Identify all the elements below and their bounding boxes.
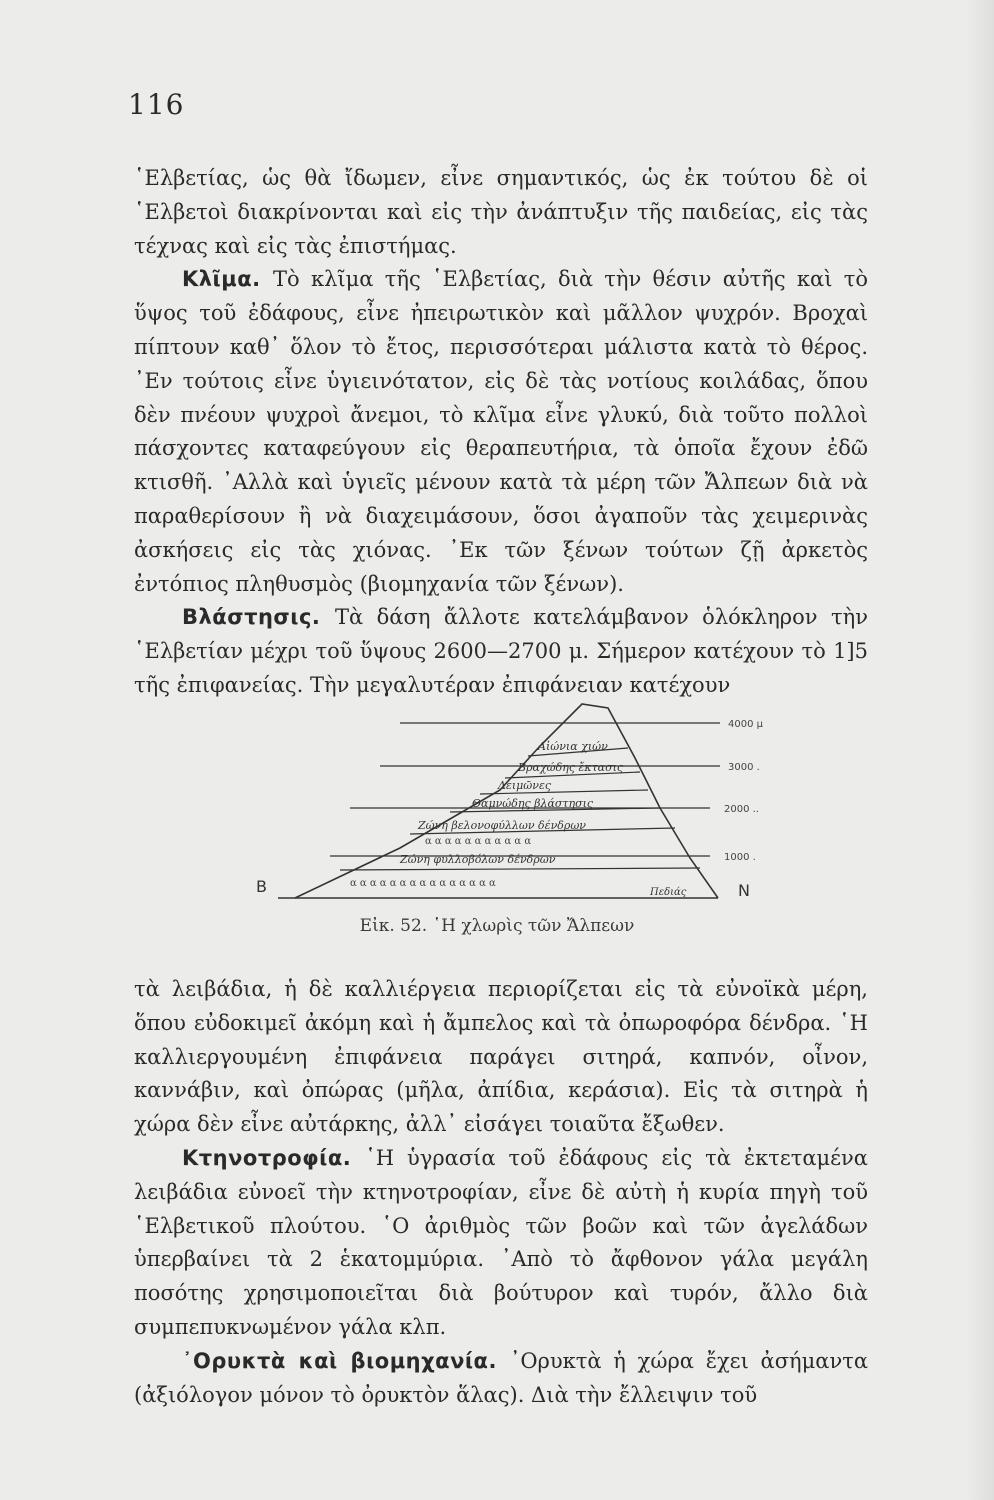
zone-boundary — [340, 868, 700, 870]
zone-label: Βραχώδης ἔκτασις — [518, 761, 624, 774]
page-number: 116 — [128, 88, 185, 121]
paragraph-text: Τὸ κλῖμα τῆς ῾Ελβετίας, διὰ τὴν θέσιν αὐτῆς καὶ τὸ ὕψος τοῦ ἐδάφους, εἶνε ἠπειρωτικὸν καὶ μᾶλλον ψυχρόν. Βροχαὶ πίπτουν καθ᾽ ὅλον τὸ ἔτος, περισσότεραι μάλιστα κατὰ τὸ θέρος. ᾽Εν τούτοις εἶνε ὑγιεινότατον, εἰς δὲ τὰς νοτίους κοιλάδας, ὅπου δὲν πνέουν ψυχροὶ ἄνεμοι, τὸ κλῖμα εἶνε γλυκύ, διὰ τοῦτο πολλοὶ πάσχοντες καταφεύγουν εἰς θεραπευτήρια, τὰ ὁποῖα ἔχουν ἐδῶ κτισθῆ. ᾽Αλλὰ καὶ ὑγιεῖς μένουν κατὰ τὰ μέρη τῶν Ἄλπεων διὰ νὰ παραθερίσουν ἢ νὰ διαχειμάσουν, ὅσοι ἀγαποῦν τὰς χειμερινὰς ἀσκήσεις εἰς τὰς χιόνας. ᾽Εκ τῶν ξένων τούτων ζῇ ἀρκετὸς ἐντόπιος πληθυσμὸς (βιομηχανία τῶν ξένων). — [134, 267, 868, 596]
paragraph-heading: Βλάστησις. — [182, 605, 335, 630]
paragraph-text: τὰ λειβάδια, ἡ δὲ καλλιέργεια περιορίζεται εἰς τὰ εὐνοϊκὰ μέρη, ὅπου εὐδοκιμεῖ ἀκόμη καὶ ἡ ἄμπελος καὶ τὰ ὀπωροφόρα δένδρα. ῾Η καλλιεργουμένη ἐπιφάνεια παράγει σιτηρά, καπνόν, οἶνον, καννάβιν, καὶ ὀπώρας (μῆλα, ἀπίδια, κεράσια). Εἰς τὰ σιτηρὰ ἡ χώρα δὲν εἶνε αὐτάρκης, ἀλλ᾽ εἰσάγει τοιαῦτα ἔξωθεν. — [134, 977, 868, 1137]
zone-label: Θαμνώδης βλάστησις — [472, 797, 594, 810]
paragraph — [134, 162, 868, 263]
paragraph — [134, 1142, 868, 1345]
paragraph-text: ῾Ελβετίας, ὡς θὰ ἴδωμεν, εἶνε σημαντικός, ὡς ἐκ τούτου δὲ οἱ ῾Ελβετοὶ διακρίνονται καὶ εἰς τὴν ἀνάπτυξιν τῆς παιδείας, εἰς τὰς τέχνας καὶ εἰς τὰς ἐπιστήμας. — [134, 166, 868, 258]
paragraph-heading: ᾽Ορυκτὰ καὶ βιομηχανία. — [182, 1348, 510, 1373]
paragraph-text: ᾽Ορυκτὰ ἡ χώρα ἔχει ἀσήμαντα (ἀξιόλογον μόνον τὸ ὀρυκτὸν ἅλας). Διὰ τὴν ἔλλειψιν τοῦ — [134, 1348, 869, 1407]
paragraph-heading: Κτηνοτροφία. — [182, 1145, 366, 1170]
paragraph — [134, 601, 868, 702]
paragraph-text: Τὰ δάση ἄλλοτε κατελάμβανον ὁλόκληρον τὴν ῾Ελβετίαν μέχρι τοῦ ὕψους 2600—2700 μ. Σήμερον κατέχουν τὸ 1]5 τῆς ἐπιφανείας. Τὴν μεγαλυτέραν ἐπιφάνειαν κατέχουν — [134, 605, 868, 697]
paragraph-heading: Κλῖμα. — [182, 267, 274, 292]
zone-label: Αἰώνια χιών — [538, 740, 608, 753]
zone-label: Ζώνη φυλλοβόλων δένδρων — [400, 853, 556, 866]
page-edge-shadow — [966, 0, 994, 1500]
mountain-zones-diagram — [250, 698, 770, 918]
svg-text:α α α α α α α α α α α: α α α α α α α α α α α — [425, 836, 532, 847]
svg-text:α α α α α α α α α α α α α α α: α α α α α α α α α α α α α α α — [350, 878, 496, 889]
altitude-label: 3000 . — [728, 762, 760, 773]
altitude-label: 4000 μ — [728, 719, 763, 730]
paragraph — [134, 263, 868, 601]
zone-label: Λειμῶνες — [498, 779, 552, 792]
alpine-vegetation-figure — [250, 698, 770, 918]
paragraph — [134, 1345, 868, 1413]
paragraph-text: ῾Η ὑγρασία τοῦ ἐδάφους εἰς τὰ ἐκτεταμένα λειβάδια εὐνοεῖ τὴν κτηνοτροφίαν, εἶνε δὲ αὐτὴ ἡ κυρία πηγὴ τοῦ ῾Ελβετικοῦ πλούτου. ῾Ο ἀριθμὸς τῶν βοῶν καὶ τῶν ἀγελάδων ὑπερβαίνει τὰ 2 ἑκατομμύρια. ᾽Απὸ τὸ ἄφθονον γάλα μεγάλη ποσότης χρησιμοποιεῖται διὰ βούτυρον καὶ τυρόν, ἄλλο διὰ συμπεπυκνωμένον γάλα κλπ. — [134, 1145, 868, 1339]
text-block-top — [134, 162, 868, 703]
figure-caption: Εἰκ. 52. ῾Η χλωρὶς τῶν Ἄλπεων — [359, 916, 635, 936]
zone-label: Ζώνη βελονοφύλλων δένδρων — [418, 819, 586, 832]
zone-label: Πεδιάς — [650, 887, 687, 898]
altitude-label: 2000 .. — [724, 804, 759, 815]
side-label-left: Β — [256, 877, 267, 896]
side-label-right: N — [738, 881, 750, 900]
altitude-label: 1000 . — [724, 852, 756, 863]
text-block-bottom — [134, 973, 868, 1412]
paragraph — [134, 973, 868, 1142]
